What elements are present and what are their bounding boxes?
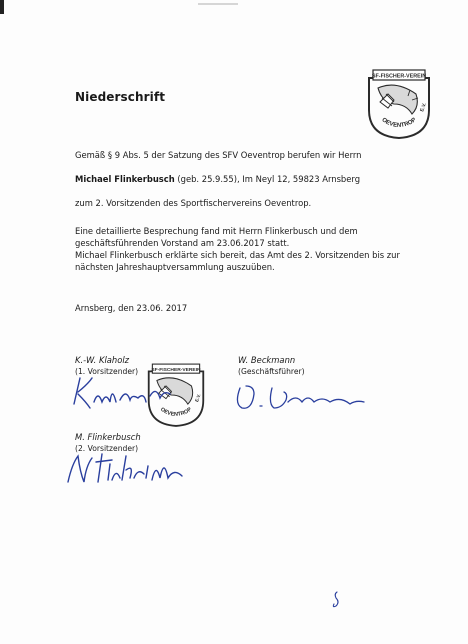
paragraph-appointee <box>75 174 360 186</box>
paragraph-appointment-intro: Gemäß § 9 Abs. 5 der Satzung des SFV Oeventrop berufen wir Herrn <box>75 150 362 160</box>
paragraph-meeting-line-4: nächsten Jahreshauptversammlung auszuüben. <box>75 262 275 272</box>
stamp-bottom-text: OEVENTROP <box>380 117 418 129</box>
paragraph-meeting-line-1: Eine detaillierte Besprechung fand mit Herrn Flinkerbusch und dem <box>75 226 358 236</box>
pen-mark <box>330 590 344 610</box>
document-title: Niederschrift <box>75 90 166 104</box>
signatory-name: M. Flinkerbusch <box>75 432 141 442</box>
scan-smudge <box>198 3 238 5</box>
paragraph-meeting-line-2: geschäftsführenden Vorstand am 23.06.2017 statt. <box>75 238 290 248</box>
appointee-name: Michael Flinkerbusch <box>75 174 175 184</box>
signatory-role: (Geschäftsführer) <box>238 367 305 376</box>
signatory-name: K.-W. Klaholz <box>75 355 130 365</box>
stamp-suffix: E.V. <box>194 393 202 403</box>
signature-flinkerbusch <box>64 448 188 492</box>
scan-corner-mark <box>0 0 4 14</box>
paragraph-role: zum 2. Vorsitzenden des Sportfischervereins Oeventrop. <box>75 198 312 208</box>
signatory-beckmann <box>238 355 305 377</box>
signatory-role: (1. Vorsitzender) <box>75 367 139 376</box>
appointee-details: (geb. 25.9.55), Im Neyl 12, 59823 Arnsberg <box>174 174 361 184</box>
club-stamp <box>366 68 432 140</box>
place-date: Arnsberg, den 23.06. 2017 <box>75 303 188 313</box>
signature-klaholz <box>66 372 178 412</box>
stamp-top-text: SF-FISCHER-VEREIN <box>371 73 427 80</box>
stamp-top-text: SF-FISCHER-VEREIN <box>151 368 201 373</box>
svg-text:OEVENTROP <box>380 117 417 129</box>
paragraph-meeting-line-3: Michael Flinkerbusch erklärte sich bereit, das Amt des 2. Vorsitzenden bis zur <box>75 250 400 260</box>
stamp-suffix: E.V. <box>419 102 428 113</box>
stamp-bottom-text: OEVENTROP <box>159 406 193 418</box>
signatory-role: (2. Vorsitzender) <box>75 444 139 453</box>
signatory-name: W. Beckmann <box>238 355 296 365</box>
signature-beckmann <box>230 380 370 414</box>
